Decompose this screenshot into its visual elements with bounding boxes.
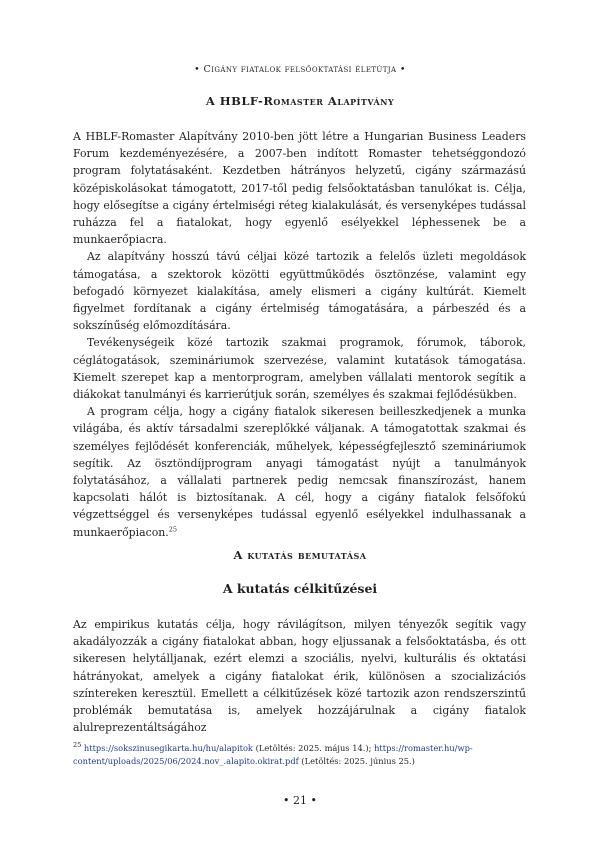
page-number: • 21 • bbox=[283, 794, 317, 807]
foundation-paragraph-3: Tevékenységeik közé tartozik szakmai programok, fórumok, táborok, céglátogatások, szemináriumok szervezése, valamint kutatások támogatása. Kiemelt szerepet kap a mentorprogram, amelyben vállalati mentorok segítik a diákokat tanulmányi és karrierútjuk során, személyes és szakmai fejlődésükben. bbox=[73, 336, 526, 402]
foundation-paragraph-4-text: A program célja, hogy a cigány fiatalok sikeresen beilleszkedjenek a munka világába, és aktív társadalmi szereplőkké váljanak. A támogatottak szakmai és személyes fejlődését konferenciák, műhelyek, képességfejlesztő szemináriumok segítik. Az ösztöndíjprogram anyagi támogatást nyújt a tanulmányok folytatásához, a vállalati partnerek pedig nemcsak finanszírozást, hanem kapcsolati hálót is biztosítanak. A cél, hogy a cigány fiatalok felsőfokú végzettséggel és versenyképes tudással egyenlő esélyekkel indulhassanak a munkaerőpiacon. bbox=[73, 405, 526, 539]
research-subheading: A kutatás célkitűzései bbox=[222, 581, 378, 596]
foundation-paragraph-4 bbox=[73, 403, 526, 541]
foundation-section-body bbox=[73, 128, 526, 541]
running-header: • Cigány fiatalok felsőoktatási életútja • bbox=[194, 64, 406, 75]
foundation-section-heading: A HBLF-Romaster Alapítvány bbox=[205, 94, 395, 108]
footnote-access-date-2: (Letöltés: 2025. június 25.) bbox=[298, 756, 415, 767]
footnote-link-alapitok[interactable]: https://sokszinusegikarta.hu/hu/alapitok bbox=[83, 743, 253, 753]
foundation-paragraph-1: A HBLF-Romaster Alapítvány 2010-ben jött létre a Hungarian Business Leaders Forum kezdeményezésére, a 2007-ben indított Romaster tehetséggondozó program folytatásaként. Kezdetben hátrányos helyzetű, cigány származású középiskolásokat támogatott, 2017-től pedig felsőoktatásban tanulókat is. Célja, hogy elősegítse a cigány értelmiségi réteg kialakulását, és versenyképes tudással ruházza fel a fiatalokat, hogy egyenlő esélyekkel léphessenek be a munkaerőpiacra. bbox=[73, 130, 526, 247]
research-section-heading: A kutatás bemutatása bbox=[233, 548, 367, 562]
footnote-link-alapito-okirat[interactable]: https://romaster.hu/wp-content/uploads/2025/06/2024.nov_.alapito.okirat.pdf bbox=[73, 743, 473, 767]
research-section-body bbox=[73, 616, 526, 736]
footnote-number: 25 bbox=[73, 741, 82, 750]
research-paragraph: Az empirikus kutatás célja, hogy rávilágítson, milyen tényezők segítik vagy akadályozzák a cigány fiatalokat abban, hogy eljussanak a felsőoktatásba, és ott sikeresen helytálljanak, ezért elemzi a szociális, nyelvi, kulturális és oktatási hátrányokat, amelyek a cigány fiatalokat érik, különösen a szocializációs színtereken keresztül. Emellett a célkitűzések közé tartozik azon rendszerszintű problémák bemutatása is, amelyek hozzájárulnak a cigány fiatalok alulreprezentáltságához bbox=[73, 618, 526, 735]
foundation-paragraph-2: Az alapítvány hosszú távú céljai közé tartozik a felelős üzleti megoldások támogatása, a szektorok közötti együttműködés ösztönzése, valamint egy befogadó környezet kialakítása, amely elismeri a cigány kultúrát. Kiemelt figyelmet fordítanak a cigány értelmiség támogatására, a párbeszéd és a sokszínűség előmozdítására. bbox=[73, 250, 526, 333]
footnote bbox=[73, 742, 526, 769]
footnote-access-date-1: (Letöltés: 2025. május 14.); bbox=[252, 743, 375, 753]
footnote-reference[interactable]: 25 bbox=[168, 525, 178, 534]
